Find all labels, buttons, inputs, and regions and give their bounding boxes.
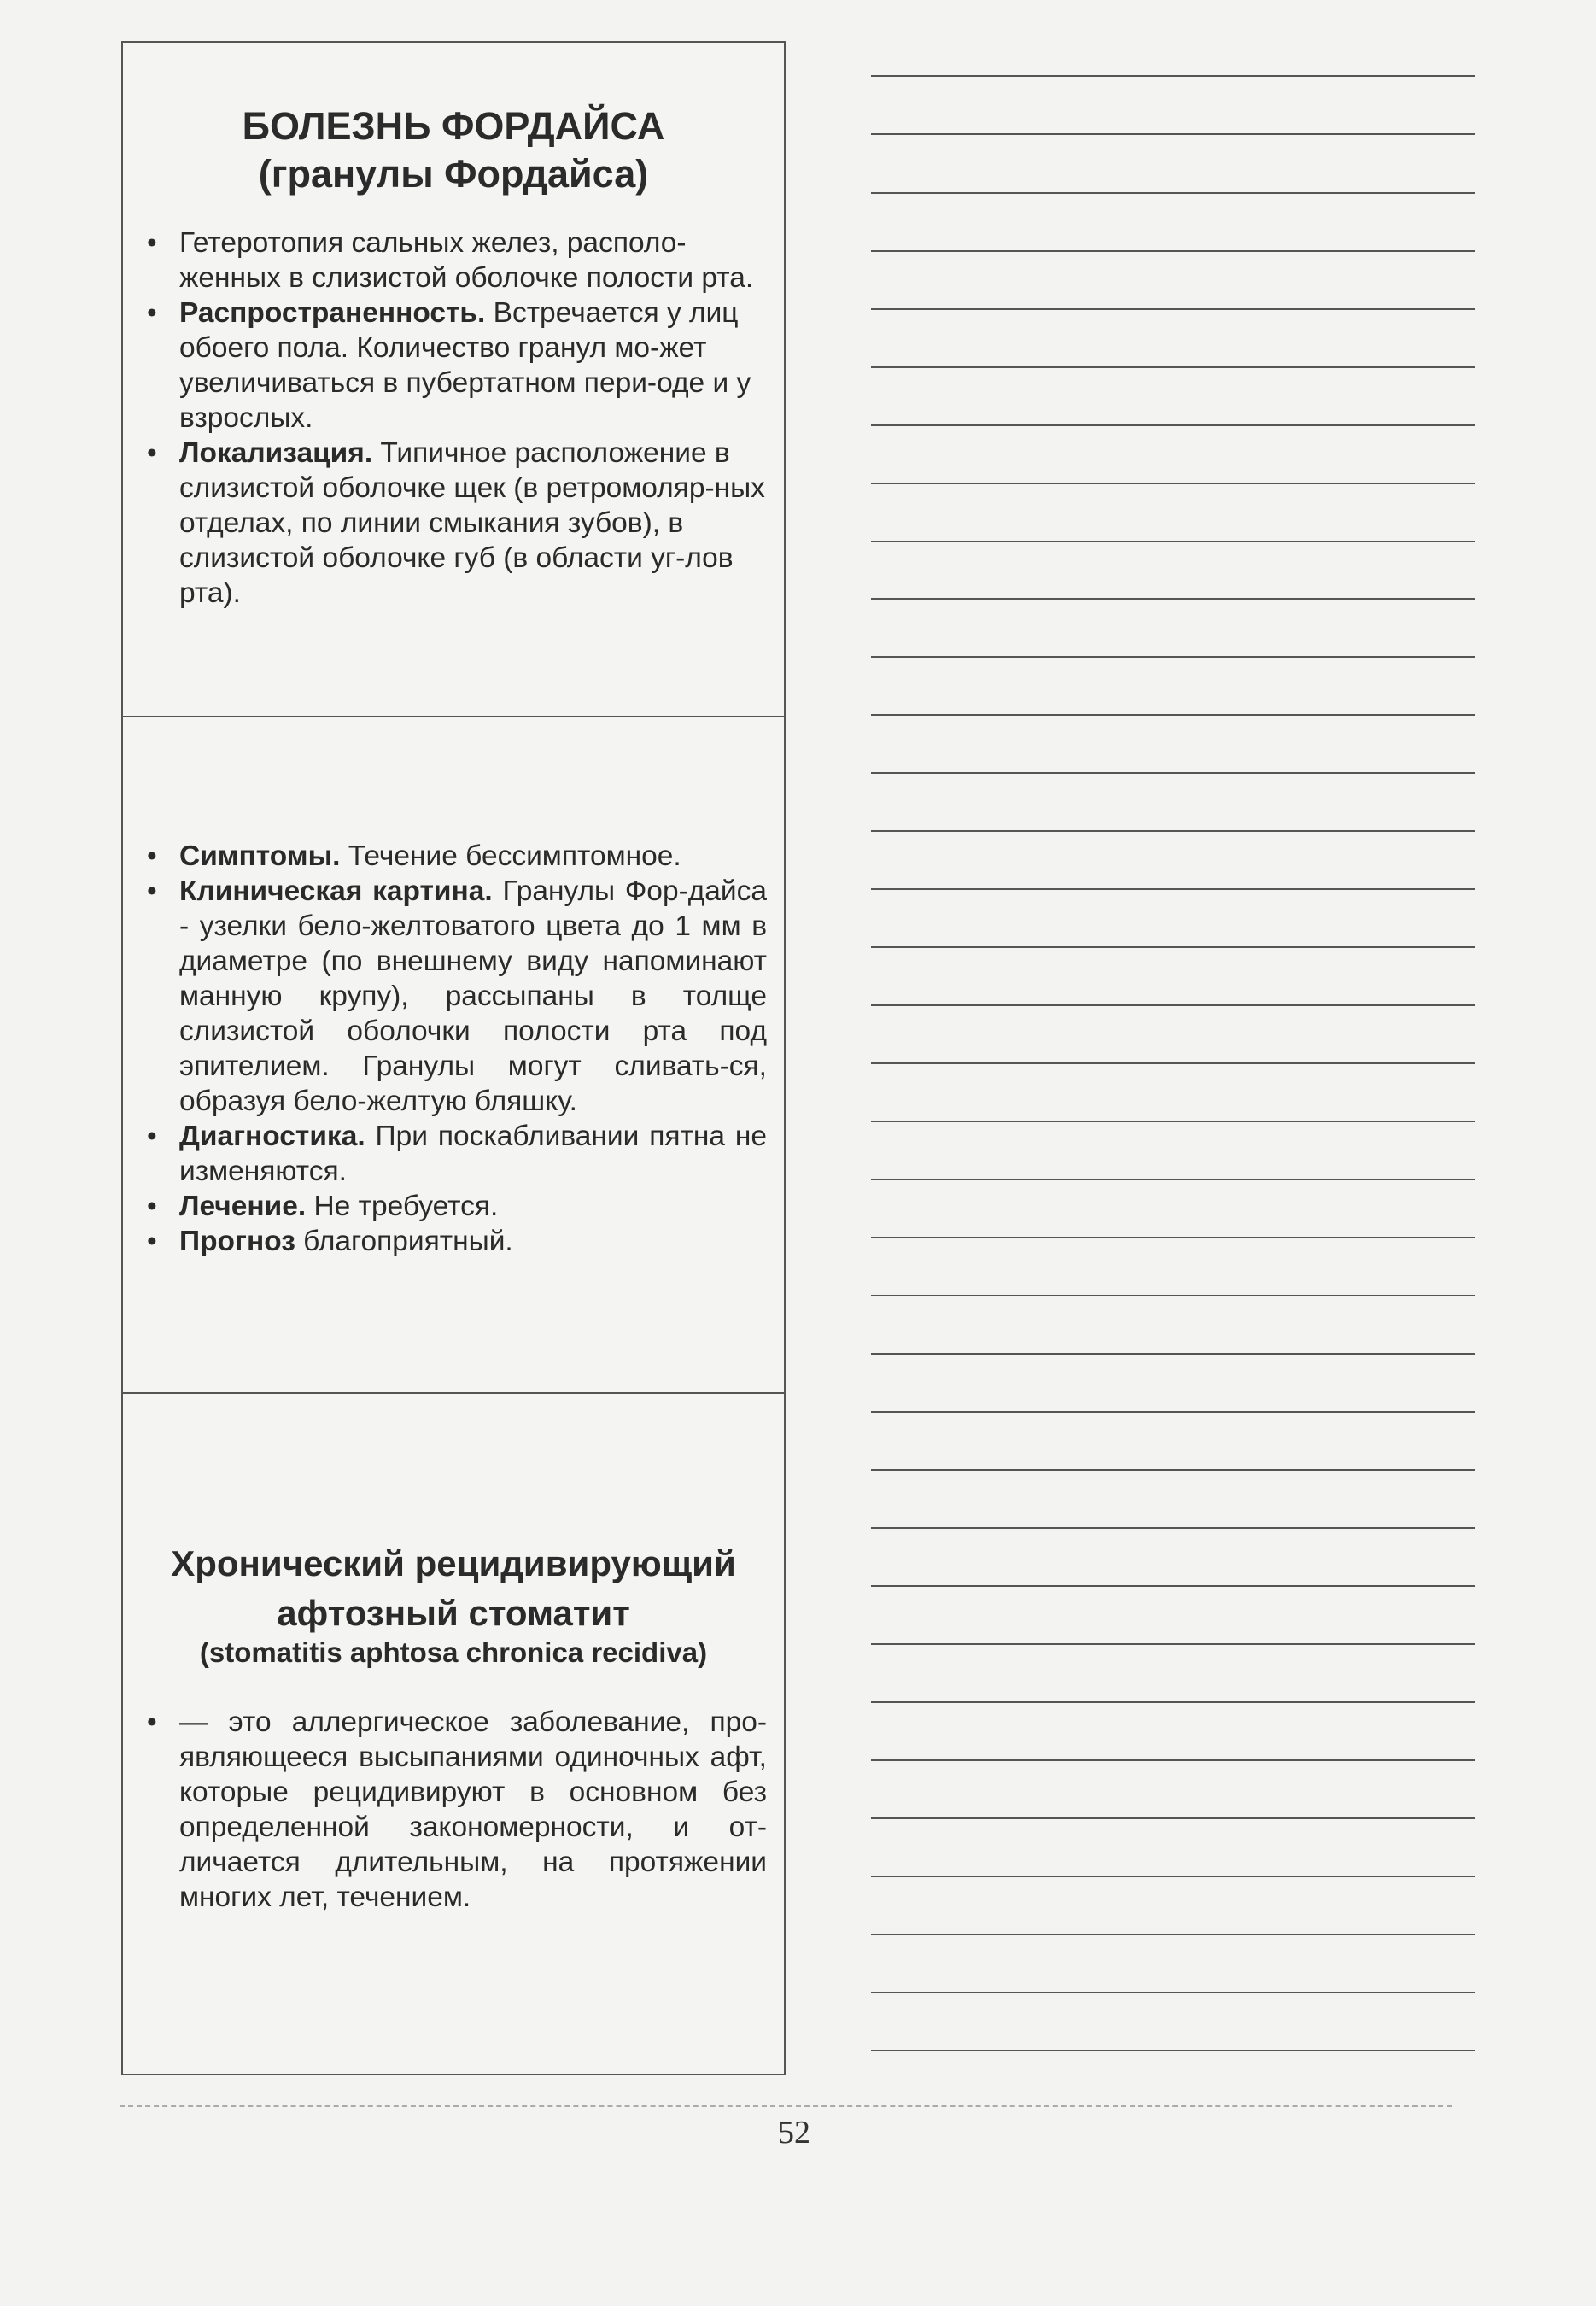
list-item [143,1224,767,1259]
item-text: Встречается у лиц обоего пола. Количество гранул мо-жет увеличиваться в пубертатном пери-оде и у взрослых. [179,297,751,434]
note-line [871,1062,1475,1064]
note-line [871,1353,1475,1355]
note-line [871,656,1475,658]
note-line [871,772,1475,774]
list-item [143,874,767,1119]
note-line [871,1934,1475,1935]
item-term: Локализация. [179,437,373,469]
latin-name: (stomatitis aphtosa chronica recidiva) [199,1636,708,1668]
note-line [871,133,1475,135]
page-number: 52 [778,2115,810,2151]
note-line [871,1179,1475,1180]
item-text: Течение бессимптомное. [340,840,681,872]
note-line [871,366,1475,368]
card-fordyce-definition [121,41,786,717]
list-item [143,296,767,436]
note-line [871,75,1475,77]
note-line [871,1992,1475,1993]
note-line [871,1643,1475,1645]
note-line [871,483,1475,484]
note-line [871,1876,1475,1877]
item-text: благоприятный. [295,1226,513,1257]
list-item [143,436,767,611]
item-text: Не требуется. [306,1191,499,1222]
note-line [871,1527,1475,1529]
list-item [143,839,767,874]
card-title [123,1539,784,1638]
bullet-list [143,839,767,1259]
note-line [871,830,1475,832]
note-line [871,598,1475,600]
item-term: Прогноз [179,1226,295,1257]
title-line-1: БОЛЕЗНЬ ФОРДАЙСА [242,104,665,148]
note-line [871,1004,1475,1006]
cut-line [120,2105,1452,2107]
note-line [871,1411,1475,1413]
item-term: Лечение. [179,1191,307,1222]
bullet-list [143,225,767,611]
item-text: Типичное расположение в слизистой оболочке щек (в ретромоляр-ных отделах, по линии смыкания зубов), в слизистой оболочке губ (в области уг-лов рта). [179,437,765,609]
card-title [123,102,784,198]
title-line-1: Хронический рецидивирующий [171,1543,736,1583]
item-term: Диагностика. [179,1121,365,1152]
note-line [871,250,1475,252]
note-line [871,1817,1475,1819]
note-line [871,1469,1475,1471]
item-text: При поскабливании пятна не изменяются. [179,1121,767,1187]
note-line [871,308,1475,310]
card-aphthous-stomatitis [121,1392,786,2075]
list-item [143,1705,767,1915]
note-line [871,1295,1475,1296]
item-term: Симптомы. [179,840,341,872]
note-line [871,888,1475,890]
card-fordyce-clinical [121,716,786,1394]
list-item [143,1119,767,1189]
title-line-2: афтозный стоматит [277,1593,630,1633]
item-term: Распространенность. [179,297,486,329]
title-line-2: (гранулы Фордайса) [258,152,649,196]
note-line [871,1759,1475,1761]
note-line [871,541,1475,542]
note-line [871,714,1475,716]
bullet-list [143,1705,767,1915]
list-item [143,1189,767,1224]
note-line [871,1121,1475,1122]
item-term: Клиническая картина. [179,875,493,907]
note-line [871,1585,1475,1587]
note-line [871,946,1475,948]
note-line [871,2050,1475,2051]
item-text: Гетеротопия сальных желез, располо-женных в слизистой оболочке полости рта. [179,227,754,294]
note-line [871,192,1475,194]
item-text: — это аллергическое заболевание, про-являющееся высыпаниями одиночных афт, которые рецидивируют в основном без определенной закономерности, и от-личается длительным, на протяжении многих лет, течением. [179,1706,767,1913]
note-line [871,1237,1475,1238]
note-line [871,424,1475,426]
item-text: Гранулы Фор-дайса - узелки бело-желтоватого цвета до 1 мм в диаметре (по внешнему виду напоминают манную крупу), рассыпаны в толще слизистой оболочки полости рта под эпителием. Гранулы могут сливать-ся, образуя бело-желтую бляшку. [179,875,768,1117]
note-line [871,1701,1475,1703]
list-item [143,225,767,296]
